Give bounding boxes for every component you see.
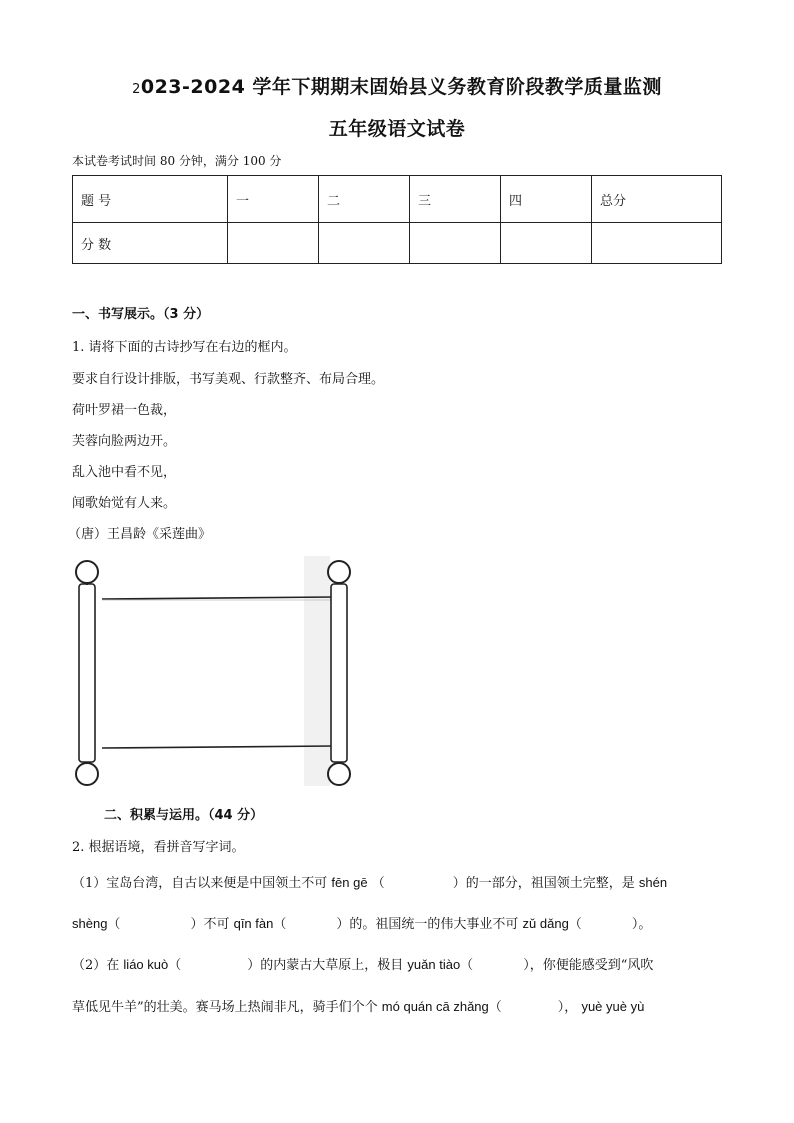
scroll-rod-left bbox=[76, 561, 98, 785]
scroll-rod-right bbox=[328, 561, 350, 785]
exam-title-text: 023-2024 学年下期期末固始县义务教育阶段教学质量监测 bbox=[140, 76, 662, 98]
score-cell: 题 号 bbox=[73, 176, 228, 223]
score-table bbox=[72, 175, 722, 264]
pinyin: qīn fàn bbox=[233, 916, 274, 931]
poem-line: 乱入池中看不见， bbox=[72, 465, 177, 480]
poem-line: 芙蓉向脸两边开。 bbox=[72, 434, 177, 449]
pinyin: fēn gē bbox=[331, 875, 368, 890]
fill-line: shèng（ ）不可 qīn fàn（ ）的。祖国统一的伟大事业不可 zǔ dǎng（ ）。 bbox=[72, 916, 652, 932]
question-2: 2. 根据语境，看拼音写字词。 bbox=[72, 840, 245, 855]
poem-attribution: （唐）王昌龄《采莲曲》 bbox=[68, 527, 212, 542]
poem-line: 闻歌始觉有人来。 bbox=[72, 496, 177, 511]
score-table-header-row bbox=[73, 176, 722, 223]
poem-line: 荷叶罗裙一色裁， bbox=[72, 403, 177, 418]
section2-heading: 二、积累与运用。（44 分） bbox=[104, 808, 264, 823]
pinyin: shén bbox=[638, 875, 668, 890]
fill-line: （1）宝岛台湾，自古以来便是中国领土不可 fēn gē （ ）的一部分，祖国领土完整，是 shén bbox=[72, 875, 668, 891]
question-1-requirement: 要求自行设计排版，书写美观、行款整齐、布局合理。 bbox=[72, 372, 385, 387]
score-cell: 总分 bbox=[592, 176, 722, 223]
pinyin: mó quán cā zhǎng bbox=[381, 999, 489, 1014]
pinyin: yuè yuè yù bbox=[581, 999, 645, 1014]
score-cell: 二 bbox=[319, 176, 410, 223]
fill-line: 草低见牛羊”的壮美。赛马场上热闹非凡，骑手们个个 mó quán cā zhǎng（ ）， yuè yuè yù bbox=[72, 999, 645, 1015]
scroll-writing-frame[interactable] bbox=[72, 556, 362, 786]
score-cell: 分 数 bbox=[73, 223, 228, 264]
pinyin: yuǎn tiào bbox=[407, 957, 461, 972]
section1-heading: 一、书写展示。（3 分） bbox=[72, 307, 210, 322]
exam-title bbox=[0, 72, 794, 99]
score-input-cell[interactable] bbox=[501, 223, 592, 264]
score-input-cell[interactable] bbox=[319, 223, 410, 264]
score-input-cell[interactable] bbox=[228, 223, 319, 264]
exam-subtitle: 五年级语文试卷 bbox=[328, 118, 466, 140]
score-cell: 一 bbox=[228, 176, 319, 223]
exam-title-digit: 2 bbox=[132, 82, 141, 97]
question-1: 1. 请将下面的古诗抄写在右边的框内。 bbox=[72, 340, 297, 355]
pinyin: liáo kuò bbox=[123, 957, 169, 972]
fill-line: （2）在 liáo kuò（ ）的内蒙古大草原上，极目 yuǎn tiào（ ），你便能感受到“风吹 bbox=[72, 957, 654, 973]
score-cell: 四 bbox=[501, 176, 592, 223]
score-cell: 三 bbox=[410, 176, 501, 223]
exam-info: 本试卷考试时间 80 分钟，满分 100 分 bbox=[72, 154, 282, 168]
pinyin: shèng bbox=[72, 916, 108, 931]
score-input-cell[interactable] bbox=[410, 223, 501, 264]
score-input-cell[interactable] bbox=[592, 223, 722, 264]
pinyin: zǔ dǎng bbox=[522, 916, 569, 931]
score-table-score-row bbox=[73, 223, 722, 264]
